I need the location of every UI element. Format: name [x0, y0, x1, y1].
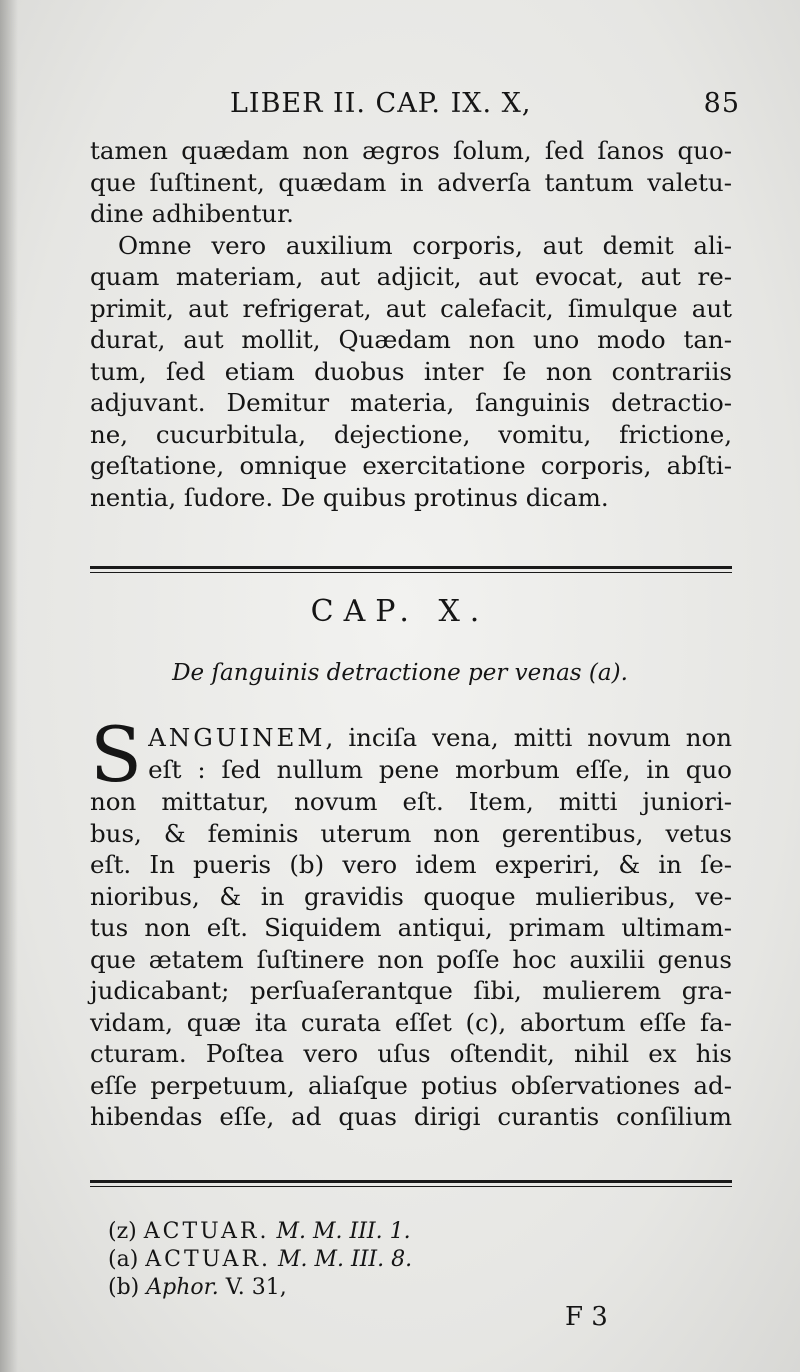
text-line: adjuvant. Demitur materia, ſanguinis detractio- — [90, 388, 732, 417]
text-line: quam materiam, aut adjicit, aut evocat, aut re- — [90, 262, 732, 291]
text-line: judicabant; perſuaſerantque ſibi, mulierem gra- — [90, 976, 732, 1005]
footnotes — [108, 1218, 412, 1302]
chapter-title: CAP. X. — [310, 594, 490, 629]
text-line: tamen quædam non ægros ſolum, ſed ſanos quo- — [90, 136, 732, 165]
footnote-mark: (a) — [108, 1247, 139, 1272]
text-line: primit, aut refrigerat, aut calefacit, ſimulque aut — [90, 293, 732, 323]
text-line: que ſuſtinent, quædam in adverſa tantum valetu- — [90, 167, 732, 197]
page-number: 85 — [703, 88, 740, 119]
footnote-divider-thick — [90, 1180, 732, 1183]
text-line: cturam. Poſtea vero uſus oſtendit, nihil ex his — [90, 1039, 732, 1068]
text-line: que ætatem ſuſtinere non poſſe hoc auxilii genus — [90, 944, 732, 974]
footnote-ref: V. 31, — [225, 1275, 287, 1300]
footnote-a — [108, 1246, 412, 1274]
first-word-smallcaps: ANGUINEM — [148, 723, 326, 752]
first-line-rest: , inciſa vena, mitti novum non — [325, 723, 732, 752]
text-line: vidam, quæ ita curata eſſet (c), abortum eſſe fa- — [90, 1007, 732, 1037]
page-gutter-shadow — [0, 0, 18, 1372]
footnote-divider-thin — [90, 1186, 732, 1187]
section-divider-thin — [90, 572, 732, 573]
drop-cap: S — [90, 710, 143, 799]
text-line: eſt : ſed nullum pene morbum eſſe, in quo — [148, 754, 732, 784]
footnote-author: ACTUAR. — [143, 1219, 270, 1244]
footnote-z — [108, 1218, 412, 1246]
text-line: non mittatur, novum eſt. Item, mitti juniori- — [90, 787, 732, 816]
text-line: eſſe perpetuum, aliaſque potius obſervationes ad- — [90, 1070, 732, 1100]
footnote-b — [108, 1274, 412, 1302]
text-line: geſtatione, omnique exercitatione corporis, abſti- — [90, 451, 732, 480]
paragraph-omne — [90, 230, 732, 514]
text-line: ne, cucurbitula, dejectione, vomitu, frictione, — [90, 419, 732, 449]
text-line: bus, & feminis uterum non gerentibus, vetus — [90, 818, 732, 848]
text-line: tus non eſt. Siquidem antiqui, primam ultimam- — [90, 913, 732, 942]
footnote-mark: (b) — [108, 1275, 140, 1300]
text-line: durat, aut mollit, Quædam non uno modo tan- — [90, 325, 732, 354]
footnote-mark: (z) — [108, 1219, 137, 1244]
footnote-ref: M. M. III. 1. — [276, 1219, 411, 1244]
text-line: hibendas eſſe, ad quas dirigi curantis conſilium — [90, 1102, 732, 1131]
text-line: tum, ſed etiam duobus inter ſe non contrariis — [90, 356, 732, 386]
footnote-author: ACTUAR. — [145, 1247, 272, 1272]
paragraph-sanguinem — [90, 710, 732, 1133]
text-line: nentia, ſudore. De quibus protinus dicam. — [90, 482, 609, 512]
text-line: Omne vero auxilium corporis, aut demit ali- — [118, 230, 732, 260]
body-text-upper — [90, 135, 732, 513]
body-text-chapter — [90, 710, 732, 1133]
footnote-author: Aphor. — [146, 1275, 219, 1300]
text-line: dine adhibentur. — [90, 199, 294, 228]
running-header — [230, 88, 740, 119]
text-line: nioribus, & in gravidis quoque mulieribus, ve- — [90, 881, 732, 911]
text-line: eſt. In pueris (b) vero idem experiri, & in ſe- — [90, 850, 732, 879]
signature-mark: F 3 — [565, 1302, 608, 1332]
running-title: LIBER II. CAP. IX. X, — [230, 88, 532, 119]
paragraph-continuation — [90, 135, 732, 230]
section-divider-thick — [90, 566, 732, 569]
text-line — [90, 722, 732, 754]
chapter-subtitle: De ſanguinis detractione per venas (a). — [172, 660, 628, 686]
footnote-ref: M. M. III. 8. — [278, 1247, 413, 1272]
